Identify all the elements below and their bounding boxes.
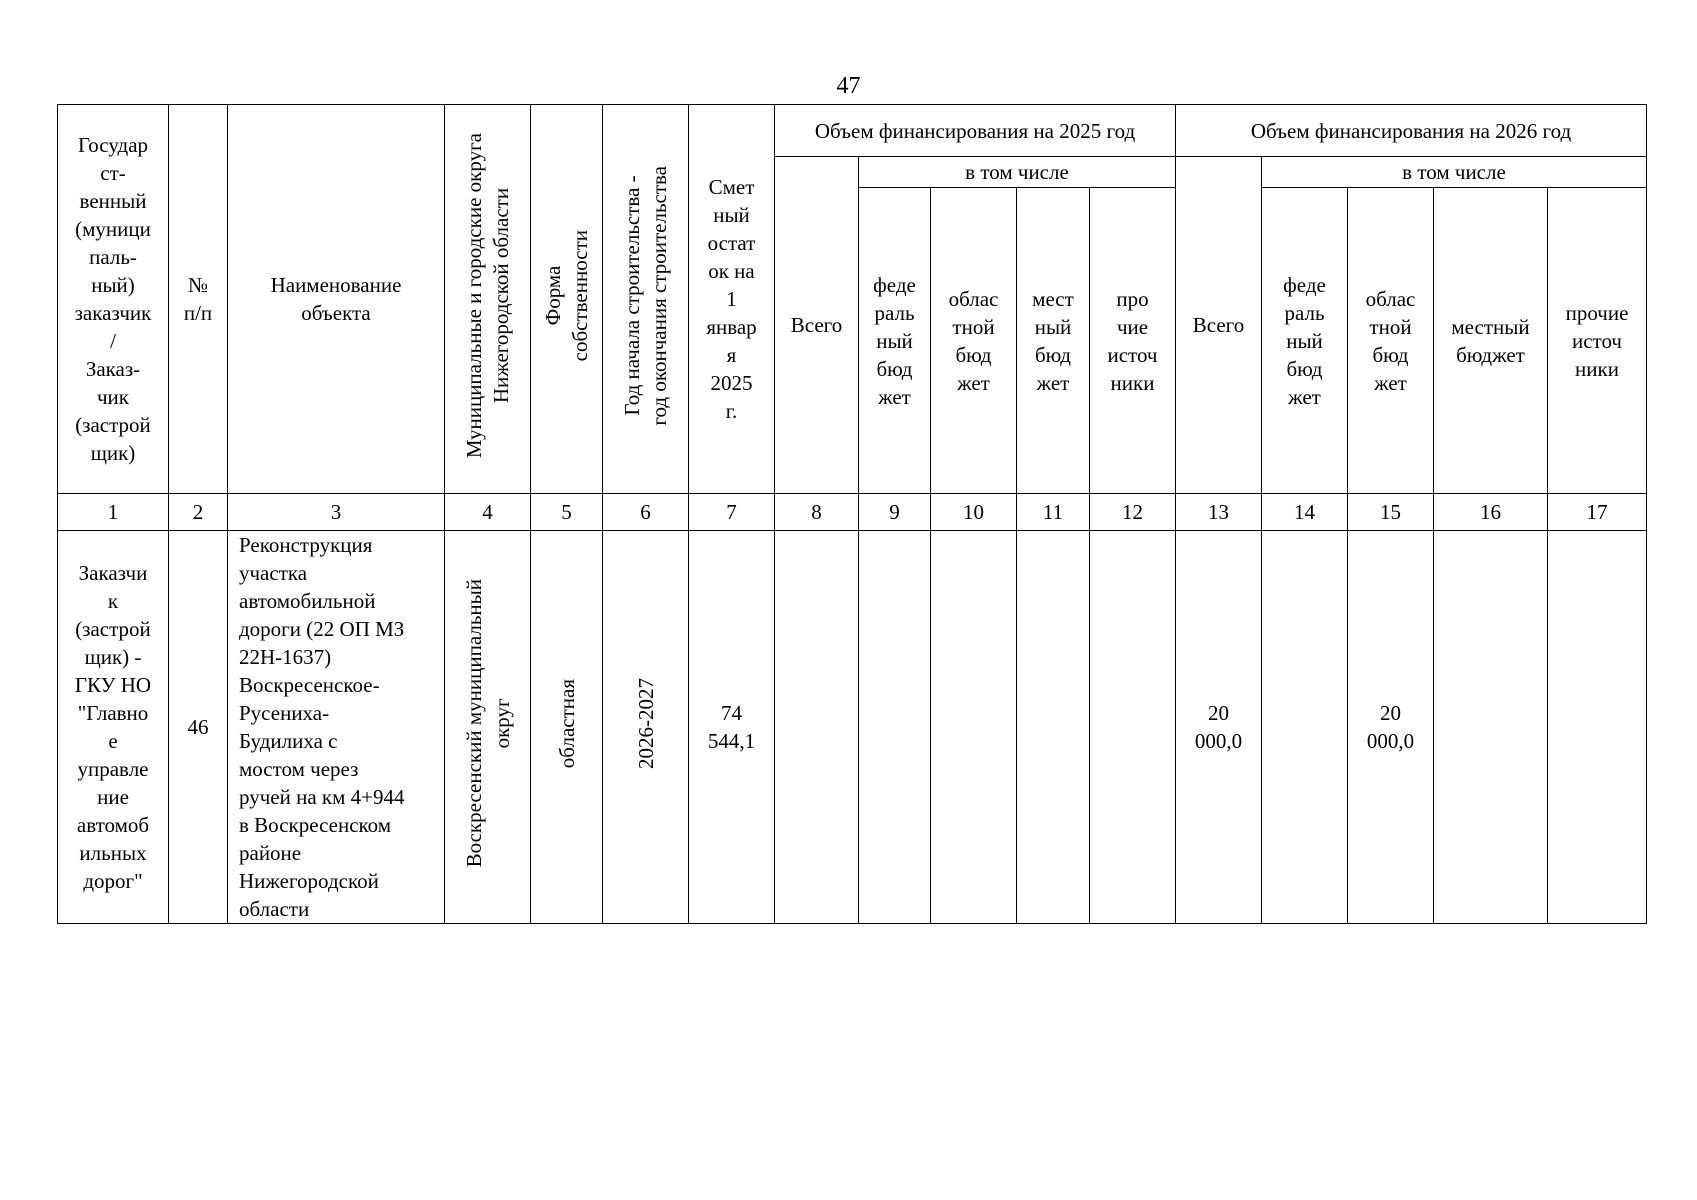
cell-construction-years: 2026-2027 xyxy=(633,678,658,769)
header-regional-2026: облас тной бюд жет xyxy=(1348,188,1434,494)
cell-other-2026 xyxy=(1548,531,1647,924)
header-funding-2025: Объем финансирования на 2025 год xyxy=(775,105,1176,157)
column-number: 2 xyxy=(169,494,228,531)
cell-ownership: областная xyxy=(554,678,579,769)
header-construction-years-cell xyxy=(603,105,689,494)
column-number: 9 xyxy=(859,494,931,531)
header-federal-2026: феде раль ный бюд жет xyxy=(1262,188,1348,494)
column-number: 17 xyxy=(1548,494,1647,531)
header-estimate-balance: Смет ный остат ок на 1 январ я 2025 г. xyxy=(689,105,775,494)
header-funding-2026: Объем финансирования на 2026 год xyxy=(1176,105,1647,157)
table-row xyxy=(58,531,1647,924)
header-local-2025: мест ный бюд жет xyxy=(1017,188,1090,494)
cell-other-2025 xyxy=(1090,531,1176,924)
header-including-2026: в том числе xyxy=(1262,157,1647,188)
cell-number: 46 xyxy=(169,531,228,924)
header-number: № п/п xyxy=(169,105,228,494)
header-including-2025: в том числе xyxy=(859,157,1176,188)
column-number: 7 xyxy=(689,494,775,531)
column-number-row xyxy=(58,494,1647,531)
column-number: 12 xyxy=(1090,494,1176,531)
financing-table xyxy=(57,104,1647,924)
header-federal-2025: феде раль ный бюд жет xyxy=(859,188,931,494)
cell-municipal-district: Воскресенский муниципальный округ xyxy=(461,579,514,868)
column-number: 10 xyxy=(931,494,1017,531)
cell-total-2025 xyxy=(775,531,859,924)
column-number: 5 xyxy=(531,494,603,531)
cell-construction-years-cell xyxy=(603,531,689,924)
cell-local-2025 xyxy=(1017,531,1090,924)
header-other-2026: прочие источ ники xyxy=(1548,188,1647,494)
header-object-name: Наименование объекта xyxy=(228,105,445,494)
column-number: 15 xyxy=(1348,494,1434,531)
header-local-2026: местный бюджет xyxy=(1434,188,1548,494)
header-total-2025: Всего xyxy=(775,157,859,494)
cell-federal-2026 xyxy=(1262,531,1348,924)
column-number: 8 xyxy=(775,494,859,531)
header-customer: Государ ст- венный (муници паль- ный) заказчик / Заказ- чик (застрой щик) xyxy=(58,105,169,494)
column-number: 13 xyxy=(1176,494,1262,531)
header-total-2026: Всего xyxy=(1176,157,1262,494)
column-number: 3 xyxy=(228,494,445,531)
cell-total-2026: 20 000,0 xyxy=(1176,531,1262,924)
header-ownership: Форма собственности xyxy=(540,229,592,362)
cell-estimate-balance: 74 544,1 xyxy=(689,531,775,924)
cell-regional-2026: 20 000,0 xyxy=(1348,531,1434,924)
column-number: 16 xyxy=(1434,494,1548,531)
column-number: 6 xyxy=(603,494,689,531)
header-municipal-district-cell xyxy=(445,105,531,494)
column-number: 1 xyxy=(58,494,169,531)
cell-customer: Заказчи к (застрой щик) - ГКУ НО "Главно е управле ние автомоб ильных дорог" xyxy=(58,531,169,924)
header-other-2025: про чие источ ники xyxy=(1090,188,1176,494)
header-ownership-cell xyxy=(531,105,603,494)
cell-federal-2025 xyxy=(859,531,931,924)
header-municipal-district: Муниципальные и городские округа Нижегородской области xyxy=(461,132,513,459)
cell-ownership-cell xyxy=(531,531,603,924)
page-number: 47 xyxy=(836,73,861,99)
header-construction-years: Год начала строительства - год окончания строительства xyxy=(619,165,671,426)
cell-local-2026 xyxy=(1434,531,1548,924)
header-regional-2025: облас тной бюд жет xyxy=(931,188,1017,494)
cell-object-name: Реконструкция участка автомобильной дороги (22 ОП МЗ 22Н-1637) Воскресенское- Русениха- Будилиха с мостом через ручей на км 4+944 в Воскресенском районе Нижегородской области xyxy=(228,531,445,924)
cell-municipal-district-cell xyxy=(445,531,531,924)
cell-regional-2025 xyxy=(931,531,1017,924)
column-number: 11 xyxy=(1017,494,1090,531)
column-number: 4 xyxy=(445,494,531,531)
column-number: 14 xyxy=(1262,494,1348,531)
